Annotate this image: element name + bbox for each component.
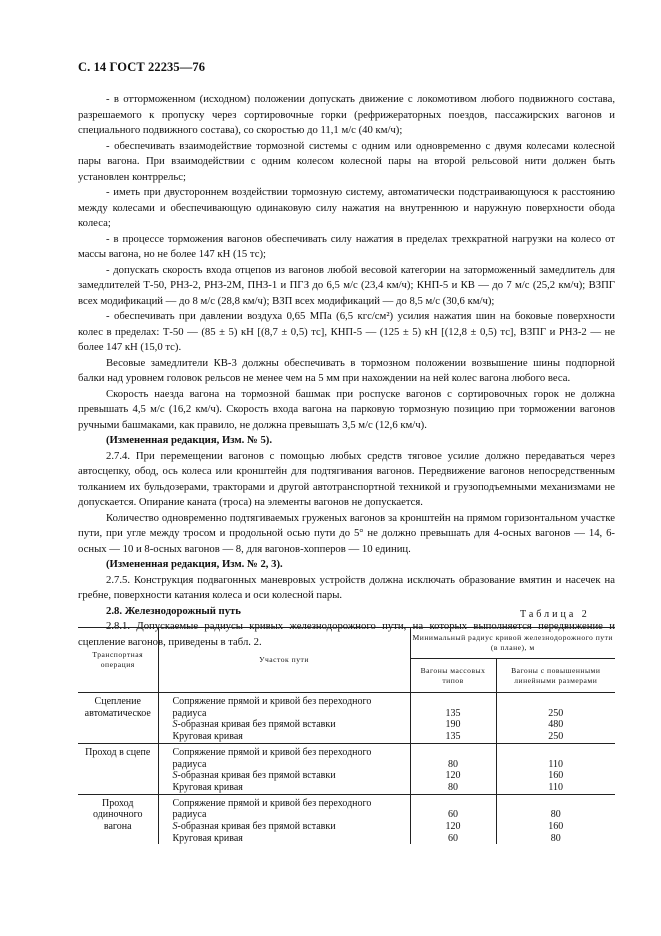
page-header: С. 14 ГОСТ 22235—76: [78, 60, 206, 74]
section-cell: Круговая кривая: [158, 731, 410, 743]
table-row: [78, 743, 615, 770]
table-row: [78, 731, 615, 743]
section-cell: Сопряжение прямой и кривой без переходного радиуса: [158, 693, 410, 720]
paragraph: - иметь при двустороннем воздействии тормозную систему, автоматически подстраивающуюся к расстоянию между колесами и обеспечивающую одинаковую силу нажатия на внутреннюю и наружную поверхности обода колеса;: [78, 186, 615, 229]
table-row: [78, 821, 615, 833]
paragraph: - обеспечивать при давлении воздуха 0,65 МПа (6,5 кгс/см²) усилия нажатия шин на боковые поверхности колес в пределах: Т-50 — (85 ± 5) кН [(8,7 ± 0,5) тс], КНП-5 — (125 ± 5) кН [(12,8 ± 0,5) тс], ВЗПГ и РНЗ-2 — не более 147 кН (15,0 тс).: [78, 310, 615, 353]
paragraph: 2.7.5. Конструкция подвагонных маневровых устройств должна исключать образование вмятин и насечек на гребне, поверхности катания колеса и оси колесной пары.: [78, 573, 615, 601]
mass-cell: 60: [410, 833, 496, 845]
radius-table: [78, 627, 615, 844]
paragraph: - обеспечивать взаимодействие тормозной системы с одним или одновременно с двумя колесами колесной пары вагона. При взаимодействии с одним колесом колесной пары на второй рельсовой нити должен быть установлен контррельс;: [78, 139, 615, 183]
section-cell: S-образная кривая без прямой вставки: [158, 719, 410, 731]
operation-cell: Сцепление автоматическое: [78, 693, 158, 744]
table-row: [78, 782, 615, 794]
table-row: [78, 770, 615, 782]
document-body: [78, 92, 615, 650]
mass-cell: 120: [410, 821, 496, 833]
paragraph: Весовые замедлители КВ-3 должны обеспечивать в тормозном положении возвышение шины подпорной балки над уровнем головок рельсов не менее чем на 5 мм при нахождении на ней колес вагона любого веса.: [78, 356, 615, 384]
enlarged-cell: 250: [548, 707, 564, 719]
section-cell: S-образная кривая без прямой вставки: [158, 770, 410, 782]
section-cell: Сопряжение прямой и кривой без переходного радиуса: [158, 794, 410, 821]
mass-cell: 120: [410, 770, 496, 782]
paragraph: - в процессе торможения вагонов обеспечивать силу нажатия в пределах трехкратной нагрузки на колесо от массы вагона, но не более 147 кН (15 тс);: [78, 232, 615, 260]
table-row: [78, 833, 615, 845]
enlarged-cell: 160: [548, 821, 564, 833]
table-row: [78, 794, 615, 821]
enlarged-cell: 250: [496, 731, 615, 743]
paragraph: Скорость наезда вагона на тормозной башмак при роспуске вагонов с сортировочных горок не должна превышать 4,5 м/с (16,2 км/ч). Скорость входа вагона на парковую тормозную позицию при торможении вагонов ручными башмаками, как правило, не должна превышать 3,5 м/с (12,6 км/ч).: [78, 387, 615, 431]
header-section: Участок пути: [158, 628, 410, 693]
section-cell: S-образная кривая без прямой вставки: [158, 821, 410, 833]
header-enlarged: Вагоны с повышенными линейными размерами: [496, 659, 615, 693]
paragraph: Количество одновременно подтягиваемых груженых вагонов за кронштейн на прямом горизонтальном участке пути, при угле между тросом и продольной осью пути до 5° не должно превышать для 4-осных вагонов — 14, 6-осных — 10 и 8-осных вагонов — 8, для вагонов-хопперов — 10 единиц.: [78, 511, 615, 555]
mass-cell: 80: [410, 782, 496, 794]
paragraph: 2.8.1. Допускаемые радиусы кривых железнодорожного пути, на которых выполняется передвижение и сцепление вагонов, приведены в табл. 2.: [78, 620, 615, 648]
operation-cell: Проход одиночного вагона: [78, 794, 158, 844]
section-cell: Круговая кривая: [158, 782, 410, 794]
enlarged-cell: 160: [548, 770, 564, 782]
paragraph: - допускать скорость входа отцепов из вагонов любой весовой категории на заторможенный замедлитель для замедлителей Т-50, РНЗ-2, РНЗ-2М, ПНЗ-1 и ПГЗ до 6,5 м/с (23,4 км/ч); КНП-5 и КВ — до 7 м/с (25,2 км/ч); ВЗПГ всех модификаций — до 8 м/с (28,8 км/ч); ВЗП всех модификаций — до 8,5 м/с (30,6 км/ч);: [78, 263, 615, 307]
paragraph: - в отторможенном (исходном) положении допускать движение с локомотивом любого подвижного состава, разрешаемого к пропуску через сортировочные горки (рефрижераторных поездов, пассажирских вагонов и специального подвижного состава), со скоростью до 11,1 м/с (40 км/ч);: [78, 93, 615, 136]
mass-cell: 80: [410, 743, 496, 770]
table-caption: Таблица 2: [520, 609, 590, 620]
operation-cell: Проход в сцепе: [78, 743, 158, 794]
mass-cell: 135: [410, 731, 496, 743]
table-row: [78, 719, 615, 731]
paragraph: 2.7.4. При перемещении вагонов с помощью любых средств тяговое усилие должно передаваться через автосцепку, обод, ось колеса или кронштейн для подтягивания вагонов. Передвижение вагонов непосредственным толканием их бульдозерами, тракторами и другой автотранспортной техникой и грузоподъемными механизмами не допускается. Опирание каната (троса) на элементы вагонов не допускается.: [78, 449, 615, 508]
enlarged-cell: 110: [548, 758, 564, 770]
header-operation: Транспортная операция: [78, 628, 158, 693]
amendment-note: (Измененная редакция, Изм. № 2, 3).: [106, 558, 283, 570]
enlarged-cell: 110: [496, 782, 615, 794]
enlarged-cell: 80: [550, 809, 561, 821]
mass-cell: 190: [410, 719, 496, 731]
enlarged-cell: 80: [550, 832, 561, 844]
mass-cell: 135: [410, 693, 496, 720]
amendment-note: (Измененная редакция, Изм. № 5).: [106, 434, 273, 446]
section-cell: Круговая кривая: [158, 833, 410, 845]
header-min-radius: Минимальный радиус кривой железнодорожного пути (в плане), м: [410, 628, 615, 659]
enlarged-cell: 480: [548, 719, 564, 731]
section-heading: 2.8. Железнодорожный путь: [106, 604, 241, 617]
table-row: [78, 693, 615, 720]
section-cell: Сопряжение прямой и кривой без переходного радиуса: [158, 743, 410, 770]
mass-cell: 60: [410, 794, 496, 821]
header-mass: Вагоны массовых типов: [410, 659, 496, 693]
